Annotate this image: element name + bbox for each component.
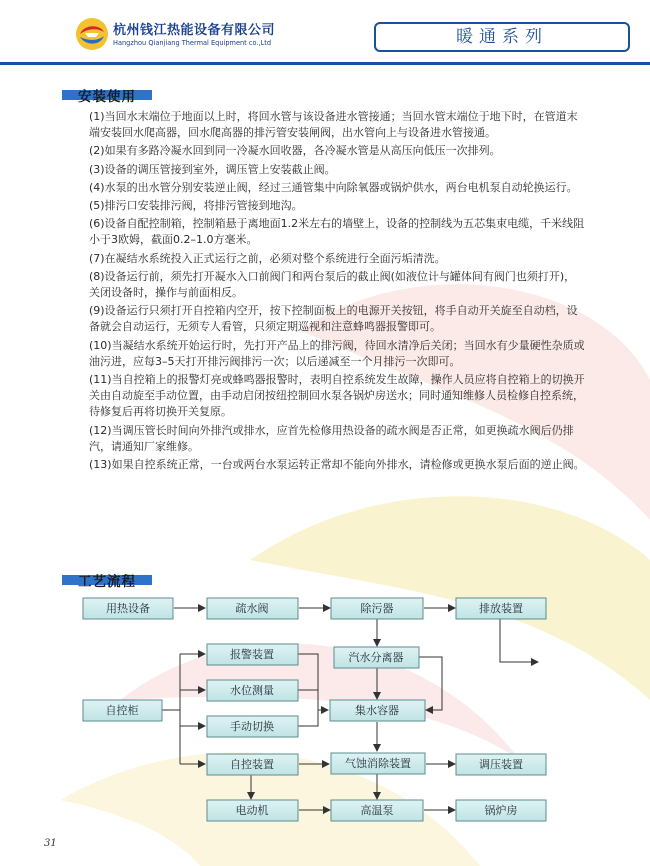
company-name-cn: 杭州钱江热能设备有限公司: [113, 23, 276, 38]
series-title: 暖通系列: [374, 22, 630, 52]
flow-box-diandong: [207, 800, 298, 821]
flow-box-qishi: [331, 753, 425, 774]
flow-box-label: 自控装置: [230, 758, 274, 771]
flow-box-label: 自控柜: [105, 704, 139, 717]
flow-box-gaowen: [331, 800, 423, 821]
instruction-paragraph: (5)排污口安装排污阀，将排污管接到地沟。: [89, 199, 303, 213]
instruction-paragraph: (3)设备的调压管接到室外，调压管上安装截止阀。: [89, 162, 336, 176]
page-number: 31: [44, 838, 57, 849]
instruction-paragraph: (4)水泵的出水管分别安装逆止阀，经过三通管集中向除氧器或锅炉供水，两台电机泵自动轮换运行。: [89, 180, 578, 194]
flow-box-label: 高温泵: [360, 804, 394, 817]
flow-box-tiaoya: [456, 754, 546, 775]
flow-box-shoudong: [207, 716, 298, 737]
instruction-paragraph: (13)如果自控系统正常，一台或两台水泵运转正常却不能向外排水，请检修或更换水泵后面的逆止阀。: [89, 458, 585, 472]
process-section-title: 工艺流程: [78, 574, 136, 590]
flow-box-jishui: [330, 700, 425, 721]
flow-box-label: 锅炉房: [484, 804, 518, 817]
instruction-paragraph: (1)当回水末端位于地面以上时，将回水管与该设备进水管接通；当回水管末端位于地下时，在管道末端安装回水爬高器，回水爬高器的排污管安装闸阀，出水管向上与设备进水管接通。: [89, 110, 578, 140]
flow-box-label: 汽水分离器: [348, 651, 404, 664]
flow-box-shushui: [207, 598, 298, 619]
instruction-paragraph: (6)设备自配控制箱，控制箱悬于离地面1.2米左右的墙壁上，设备的控制线为五芯集束电缆，千米线阻小于3欧姆，截面0.2–1.0方毫米。: [89, 217, 585, 247]
flow-box-label: 集水容器: [355, 704, 399, 717]
flow-box-baojing: [207, 644, 298, 665]
flow-box-shuiwei: [207, 680, 298, 701]
flow-box-qishui: [334, 647, 419, 668]
flow-box-label: 气蚀消除装置: [345, 757, 411, 770]
instruction-paragraph: (9)设备运行只须打开自控箱内空开，按下控制面板上的电源开关按钮，将手自动开关旋至自动档，设备就会自动运行，无须专人看管，只须定期巡视和注意蜂鸣器报警即可。: [89, 304, 578, 334]
flow-box-label: 调压装置: [479, 758, 523, 771]
instruction-paragraph: (10)当凝结水系统开始运行时，先打开产品上的排污阀，待回水清净后关闭；当回水有少量硬性杂质或油污进，应每3–5天打开排污阀排污一次；以后递减至一个月排污一次即可。: [89, 338, 585, 368]
flow-box-zikonggui: [83, 700, 162, 721]
flow-box-label: 手动切换: [230, 720, 274, 733]
instruction-paragraph: (12)当调压管长时间向外排汽或排水，应首先检修用热设备的疏水阀是否正常，如更换疏水阀后仍排汽，请通知厂家维修。: [89, 423, 574, 453]
install-section-title: 安装使用: [78, 89, 136, 105]
flow-box-label: 除污器: [360, 602, 394, 615]
flow-box-paifang: [456, 598, 546, 619]
flow-box-label: 排放装置: [479, 602, 523, 615]
flow-box-label: 用热设备: [106, 602, 150, 615]
flow-box-zikong: [207, 754, 298, 775]
flow-box-chuwu: [331, 598, 423, 619]
instruction-paragraph: (11)当自控箱上的报警灯亮或蜂鸣器报警时，表明自控系统发生故障，操作人员应将自控箱上的切换开关由自动旋至手动位置，由手动启闭按纽控制回水泵各锅炉房送水；同时通知维修人员检修自控系统，待修复后再将切换开关复原。: [89, 373, 585, 419]
instruction-paragraph: (8)设备运行前，须先打开凝水入口前阀门和两台泵后的截止阀(如液位计与罐体间有阀门也须打开)，关闭设备时，操作与前面相反。: [89, 269, 576, 300]
flow-box-label: 水位测量: [230, 684, 274, 697]
flow-box-label: 疏水阀: [235, 602, 269, 615]
flow-box-label: 报警装置: [230, 648, 274, 661]
instruction-paragraph: (2)如果有多路冷凝水回到同一冷凝水回收器，各冷凝水管是从高压向低压一次排列。: [89, 144, 501, 158]
flow-box-label: 电动机: [235, 804, 269, 817]
company-name-en: Hangzhou Qianjiang Thermal Equipment co.,Ltd: [113, 39, 272, 47]
flow-box-guolu: [456, 800, 546, 821]
flow-box-yongre: [83, 598, 173, 619]
instruction-paragraph: (7)在凝结水系统投入正式运行之前，必须对整个系统进行全面污垢清洗。: [89, 251, 446, 265]
